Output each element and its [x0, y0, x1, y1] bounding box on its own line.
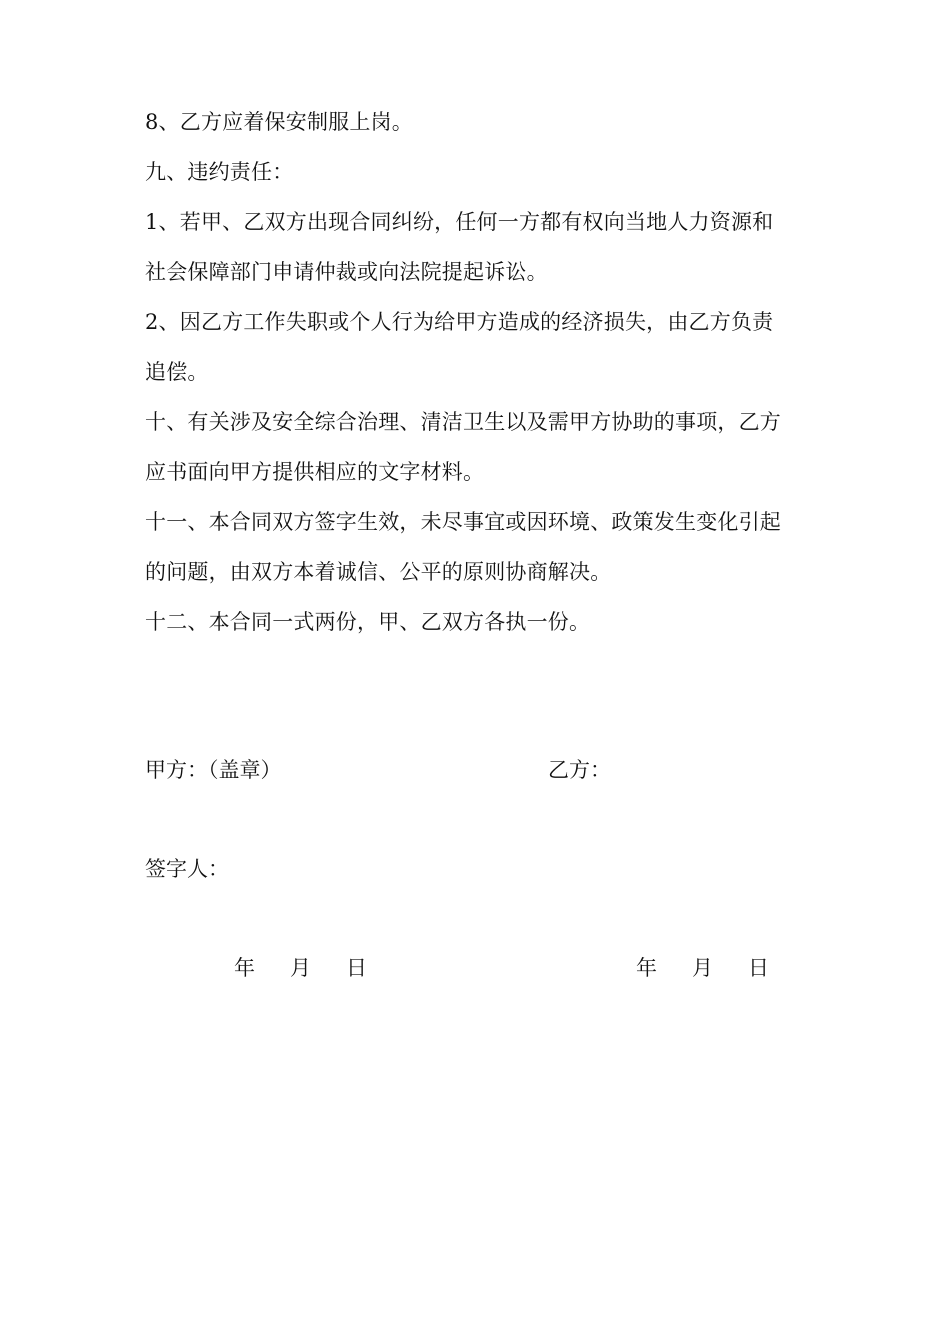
breach-item-2-line-2: 追偿。 [145, 360, 209, 384]
party-b-label: 乙方： [548, 758, 611, 782]
clause-11-line-2: 的问题，由双方本着诚信、公平的原则协商解决。 [145, 560, 612, 584]
party-a-date-month: 月 [290, 956, 311, 980]
party-a-date-year: 年 [234, 956, 255, 980]
breach-liability-heading: 九、违约责任： [145, 160, 294, 184]
breach-item-1-line-1: 1、若甲、乙双方出现合同纠纷，任何一方都有权向当地人力资源和 [145, 210, 774, 234]
clause-12-line: 十二、本合同一式两份，甲、乙双方各执一份。 [145, 610, 591, 634]
breach-item-2-line-1: 2、因乙方工作失职或个人行为给甲方造成的经济损失，由乙方负责 [145, 310, 774, 334]
party-a-seal-label: 甲方：（盖章） [145, 758, 282, 782]
signer-label: 签字人： [145, 857, 229, 881]
party-b-date-day: 日 [748, 956, 769, 980]
clause-11-line-1: 十一、本合同双方签字生效，未尽事宜或因环境、政策发生变化引起 [145, 510, 781, 534]
party-b-date-year: 年 [636, 956, 657, 980]
party-a-date-day: 日 [346, 956, 367, 980]
clause-8-line: 8、乙方应着保安制服上岗。 [145, 110, 413, 134]
breach-item-1-line-2: 社会保障部门申请仲裁或向法院提起诉讼。 [145, 260, 548, 284]
party-b-date-month: 月 [692, 956, 713, 980]
clause-10-line-2: 应书面向甲方提供相应的文字材料。 [145, 460, 485, 484]
clause-10-line-1: 十、有关涉及安全综合治理、清洁卫生以及需甲方协助的事项，乙方 [145, 410, 781, 434]
